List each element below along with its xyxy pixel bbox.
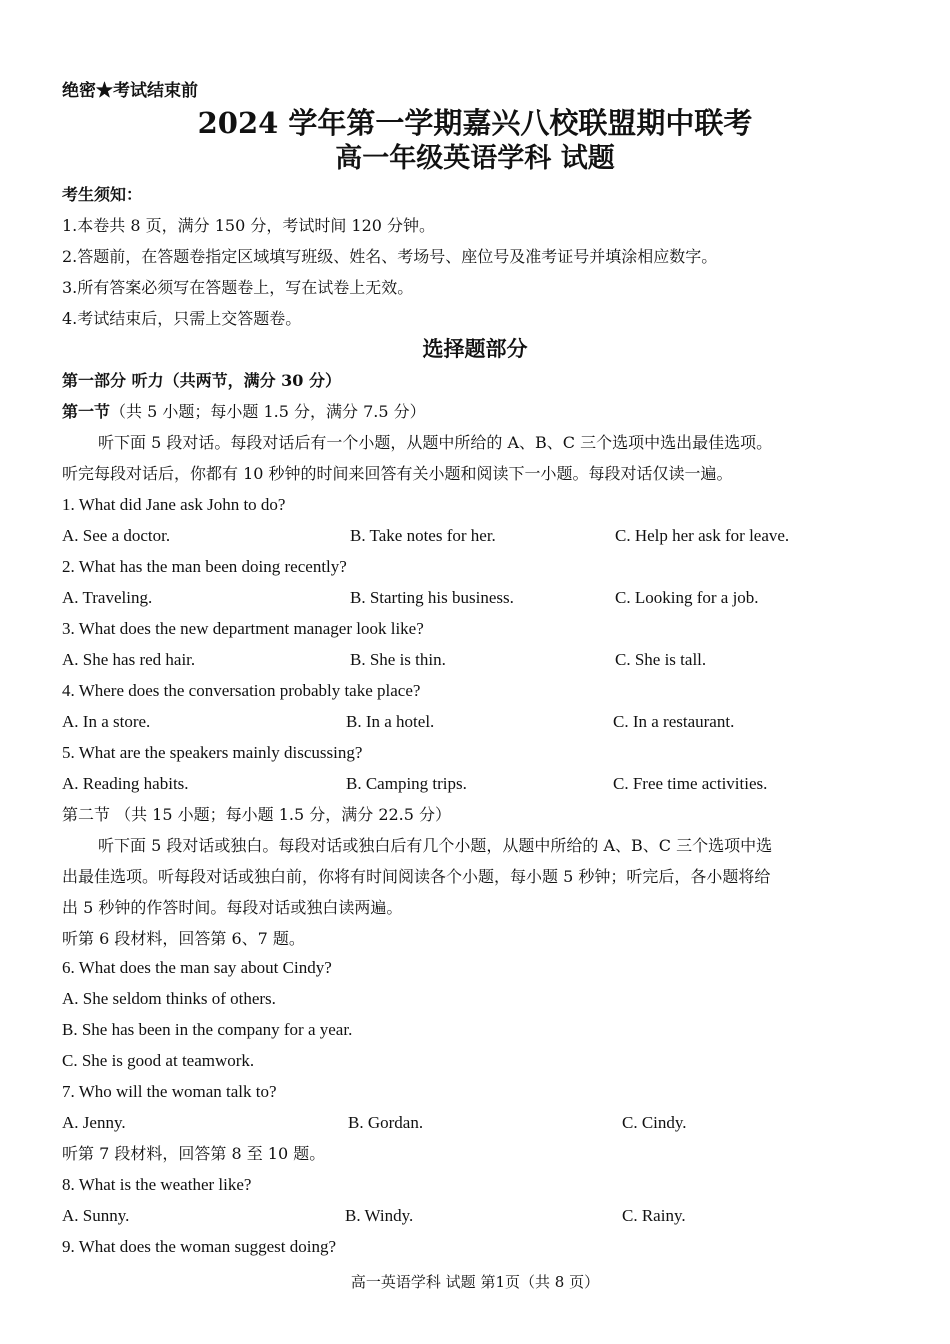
notice-item-1: 1.本卷共 8 页，满分 150 分，考试时间 120 分钟。 bbox=[62, 216, 436, 235]
q4-option-a: A. In a store. bbox=[62, 712, 151, 731]
section1-heading bbox=[62, 401, 426, 423]
section1-instruction-1: 听下面 5 段对话。每段对话后有一个小题，从题中所给的 A、B、C 三个选项中选出最佳选项。 bbox=[98, 433, 773, 452]
notice-item-3: 3.所有答案必须写在答题卷上，写在试卷上无效。 bbox=[62, 278, 414, 297]
q6-option-a: A. She seldom thinks of others. bbox=[62, 989, 276, 1008]
section2-heading: 第二节 （共 15 小题；每小题 1.5 分，满分 22.5 分） bbox=[62, 805, 452, 824]
question-9: 9. What does the woman suggest doing? bbox=[62, 1237, 337, 1256]
q3-option-b: B. She is thin. bbox=[350, 650, 446, 669]
q8-option-b: B. Windy. bbox=[345, 1206, 414, 1225]
q2-option-c: C. Looking for a job. bbox=[615, 588, 759, 607]
q8-option-a: A. Sunny. bbox=[62, 1206, 130, 1225]
question-8: 8. What is the weather like? bbox=[62, 1175, 252, 1194]
q8-option-c: C. Rainy. bbox=[622, 1206, 686, 1225]
confidential-label: 绝密★考试结束前 bbox=[62, 81, 198, 101]
question-3: 3. What does the new department manager look like? bbox=[62, 619, 424, 638]
section1-label: 第一节 bbox=[62, 402, 111, 421]
q5-option-a: A. Reading habits. bbox=[62, 774, 189, 793]
q7-option-a: A. Jenny. bbox=[62, 1113, 126, 1132]
q6-option-c: C. She is good at teamwork. bbox=[62, 1051, 255, 1070]
q1-option-c: C. Help her ask for leave. bbox=[615, 526, 790, 545]
page-footer: 高一英语学科 试题 第1页（共 8 页） bbox=[350, 1273, 600, 1291]
notice-heading: 考生须知： bbox=[62, 185, 143, 204]
material-6-label: 听第 6 段材料，回答第 6、7 题。 bbox=[62, 929, 305, 948]
section2-instruction-1: 听下面 5 段对话或独白。每段对话或独白后有几个小题，从题中所给的 A、B、C 三个选项中选 bbox=[98, 836, 773, 855]
notice-item-4: 4.考试结束后，只需上交答题卷。 bbox=[62, 309, 302, 328]
section1-info: （共 5 小题；每小题 1.5 分，满分 7.5 分） bbox=[110, 402, 426, 421]
exam-title: 2024 学年第一学期嘉兴八校联盟期中联考 bbox=[197, 106, 753, 140]
q3-option-c: C. She is tall. bbox=[615, 650, 707, 669]
q7-option-c: C. Cindy. bbox=[622, 1113, 687, 1132]
section1-instruction-2: 听完每段对话后，你都有 10 秒钟的时间来回答有关小题和阅读下一小题。每段对话仅读一遍。 bbox=[62, 464, 733, 483]
q1-option-b: B. Take notes for her. bbox=[350, 526, 496, 545]
material-7-label: 听第 7 段材料，回答第 8 至 10 题。 bbox=[62, 1144, 326, 1163]
question-7: 7. Who will the woman talk to? bbox=[62, 1082, 277, 1101]
q3-option-a: A. She has red hair. bbox=[62, 650, 196, 669]
question-4: 4. Where does the conversation probably take place? bbox=[62, 681, 421, 700]
section-heading: 选择题部分 bbox=[422, 336, 528, 361]
question-2: 2. What has the man been doing recently? bbox=[62, 557, 347, 576]
q5-option-c: C. Free time activities. bbox=[613, 774, 768, 793]
question-1: 1. What did Jane ask John to do? bbox=[62, 495, 286, 514]
exam-subtitle: 高一年级英语学科 试题 bbox=[335, 143, 615, 174]
q4-option-b: B. In a hotel. bbox=[346, 712, 435, 731]
question-5: 5. What are the speakers mainly discussing? bbox=[62, 743, 363, 762]
q2-option-b: B. Starting his business. bbox=[350, 588, 514, 607]
q2-option-a: A. Traveling. bbox=[62, 588, 153, 607]
q6-option-b: B. She has been in the company for a year. bbox=[62, 1020, 353, 1039]
section2-instruction-3: 出 5 秒钟的作答时间。每段对话或独白读两遍。 bbox=[62, 898, 403, 917]
q5-option-b: B. Camping trips. bbox=[346, 774, 467, 793]
section2-instruction-2: 出最佳选项。听每段对话或独白前，你将有时间阅读各个小题，每小题 5 秒钟；听完后，各小题将给 bbox=[62, 867, 771, 886]
question-6: 6. What does the man say about Cindy? bbox=[62, 958, 332, 977]
q1-option-a: A. See a doctor. bbox=[62, 526, 171, 545]
q4-option-c: C. In a restaurant. bbox=[613, 712, 735, 731]
part1-heading: 第一部分 听力（共两节，满分 30 分） bbox=[62, 371, 341, 390]
notice-item-2: 2.答题前，在答题卷指定区域填写班级、姓名、考场号、座位号及准考证号并填涂相应数字。 bbox=[62, 247, 718, 266]
q7-option-b: B. Gordan. bbox=[348, 1113, 424, 1132]
